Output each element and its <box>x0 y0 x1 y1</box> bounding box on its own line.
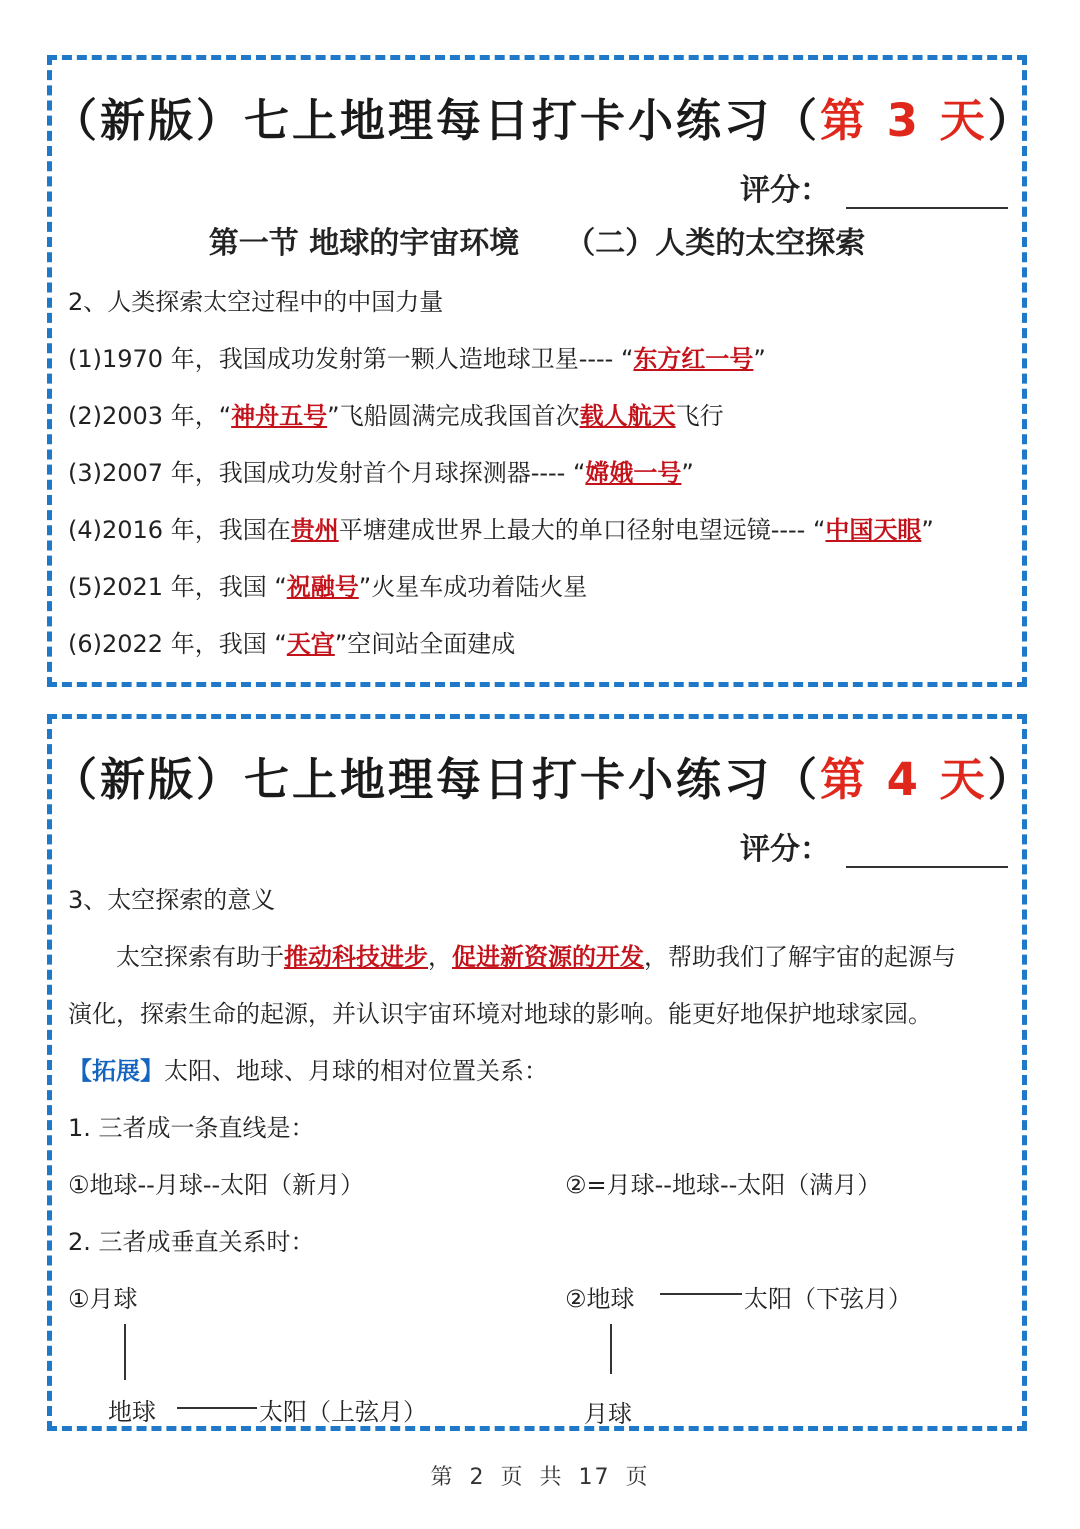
connector-line <box>124 1324 126 1380</box>
list-item: (6)2022 年，我国 “天宫”空间站全面建成 <box>68 630 516 658</box>
answer-text: 中国天眼 <box>825 516 922 544</box>
answer-text: 推动科技进步 <box>284 943 428 971</box>
option-text: ①地球--月球--太阳（新月） <box>68 1171 365 1199</box>
moon-label: ①月球 <box>68 1285 138 1313</box>
title-prefix: （新版）七上地理每日打卡小练习（ <box>52 94 821 147</box>
extension-tag: 【拓展】 <box>68 1057 164 1085</box>
score-blank[interactable] <box>846 836 1008 868</box>
sun-label: 太阳（上弦月） <box>259 1398 427 1426</box>
option-text: ②=月球--地球--太阳（满月） <box>565 1171 882 1199</box>
section-right: （二）人类的太空探索 <box>565 226 866 261</box>
title-day: 第 3 天 <box>820 94 988 147</box>
title-prefix: （新版）七上地理每日打卡小练习（ <box>52 753 821 806</box>
title-suffix: ） <box>987 94 1036 147</box>
score-label: 评分： <box>740 832 830 867</box>
section-left: 第一节 地球的宇宙环境 <box>208 226 520 261</box>
subquestion: 2. 三者成垂直关系时： <box>68 1228 315 1256</box>
title-suffix: ） <box>987 753 1036 806</box>
connector-line <box>177 1407 257 1409</box>
section-heading <box>52 218 1022 262</box>
earth-label: 地球 <box>108 1398 156 1426</box>
list-item: (2)2003 年，“神舟五号”飞船圆满完成我国首次载人航天飞行 <box>68 402 724 430</box>
list-item: (3)2007 年，我国成功发射首个月球探测器---- “嫦娥一号” <box>68 459 694 487</box>
paragraph-line: 演化，探索生命的起源，并认识宇宙环境对地球的影响。能更好地保护地球家园。 <box>68 1000 932 1028</box>
earth-label: ②地球 <box>565 1285 635 1313</box>
day4-card <box>47 714 1036 1431</box>
day3-card <box>47 55 1036 687</box>
extension-note: 【拓展】太阳、地球、月球的相对位置关系： <box>68 1057 548 1085</box>
page-footer: 第 2 页 共 17 页 <box>430 1465 650 1490</box>
subquestion: 1. 三者成一条直线是： <box>68 1114 315 1142</box>
sun-label: 太阳（下弦月） <box>744 1285 912 1313</box>
answer-text: 嫦娥一号 <box>585 459 682 487</box>
answer-text: 东方红一号 <box>633 345 754 373</box>
question-heading: 2、人类探索太空过程中的中国力量 <box>68 288 444 316</box>
answer-text: 贵州 <box>290 516 339 544</box>
day3-title <box>52 84 1036 149</box>
paragraph-line: 太空探索有助于推动科技进步，促进新资源的开发，帮助我们了解宇宙的起源与 <box>116 943 956 971</box>
answer-text: 神舟五号 <box>231 402 328 430</box>
moon-label: 月球 <box>584 1400 632 1428</box>
answer-text: 促进新资源的开发 <box>452 943 644 971</box>
list-item: (1)1970 年，我国成功发射第一颗人造地球卫星---- “东方红一号” <box>68 345 766 373</box>
score-field <box>740 165 1008 209</box>
question-heading: 3、太空探索的意义 <box>68 886 276 914</box>
title-day: 第 4 天 <box>820 753 988 806</box>
answer-text: 祝融号 <box>286 573 359 601</box>
answer-text: 天宫 <box>286 630 335 658</box>
score-label: 评分： <box>740 173 830 208</box>
list-item: (4)2016 年，我国在贵州平塘建成世界上最大的单口径射电望远镜---- “中国天眼” <box>68 516 934 544</box>
answer-text: 载人航天 <box>579 402 676 430</box>
score-blank[interactable] <box>846 177 1008 209</box>
day4-title <box>52 743 1036 808</box>
connector-line <box>660 1293 742 1295</box>
score-field <box>740 824 1008 868</box>
connector-line <box>610 1324 612 1374</box>
list-item: (5)2021 年，我国 “祝融号”火星车成功着陆火星 <box>68 573 588 601</box>
